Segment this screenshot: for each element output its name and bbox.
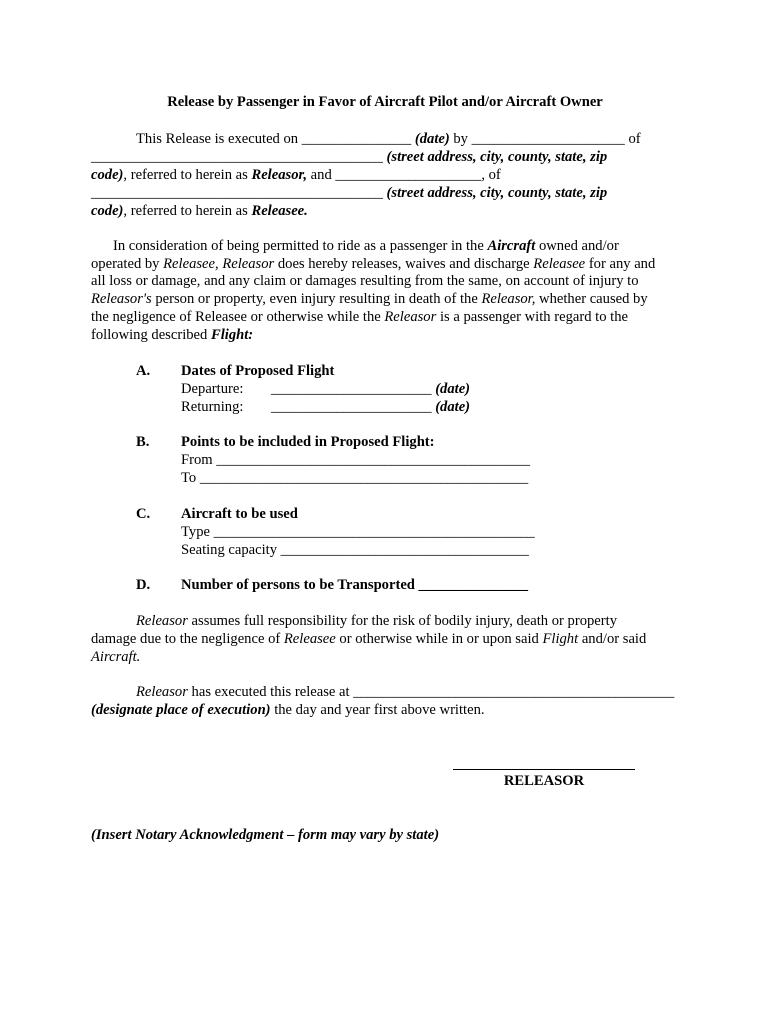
consideration-line-4 — [91, 291, 648, 308]
blank: ______________________ — [271, 381, 432, 397]
releasee-name-blank: and ____________________, of — [310, 167, 501, 183]
document-title: Release by Passenger in Favor of Aircraft Pilot and/or Aircraft Owner — [167, 94, 603, 110]
consideration-line-2 — [91, 256, 655, 273]
date-note: (date) — [435, 381, 471, 397]
text: the negligence of Releasee or otherwise while the — [91, 309, 381, 325]
intro-line-3 — [91, 167, 501, 184]
consideration-line-5 — [91, 309, 628, 326]
text: owned and/or — [538, 238, 619, 254]
section-a-heading: Dates of Proposed Flight — [181, 363, 335, 379]
consideration-line-1 — [113, 238, 619, 255]
intro-line-1 — [136, 131, 641, 148]
section-a-letter: A. — [136, 363, 151, 379]
text: operated by — [91, 256, 160, 272]
releasor-signature-label: RELEASOR — [503, 773, 585, 789]
place-note: (designate place of execution) — [91, 702, 271, 718]
text: and/or said — [581, 631, 647, 647]
releasor-term: Releasor — [222, 256, 275, 272]
releasor-term: Releasor — [136, 613, 188, 629]
consideration-line-6 — [91, 327, 253, 344]
text: for any and — [588, 256, 656, 272]
persons-transported-field[interactable]: Number of persons to be Transported _______________ — [181, 577, 529, 593]
returning-label: Returning: — [181, 399, 244, 415]
code-note: code) — [91, 167, 124, 183]
intro-line-2 — [91, 149, 607, 166]
date-note: (date) — [414, 131, 450, 147]
text: damage due to the negligence of — [91, 631, 281, 647]
releasor-term: Releasor, — [481, 291, 536, 307]
text: the day and year first above written. — [274, 702, 485, 718]
from-field[interactable]: From ___________________________________________ — [181, 452, 531, 468]
text: following described — [91, 327, 208, 343]
departure-date-field[interactable] — [271, 381, 470, 398]
releasor-term: Releasor, — [251, 167, 308, 183]
referred-text: , referred to herein as — [123, 203, 248, 219]
consideration-line-3: all loss or damage, and any claim or damages resulting from the same, on account of injury to — [91, 273, 639, 289]
code-note: code) — [91, 203, 124, 219]
section-c-heading: Aircraft to be used — [181, 506, 298, 522]
address-note: (street address, city, county, state, zip — [386, 149, 608, 165]
execution-line-1[interactable] — [136, 684, 674, 701]
signature-line[interactable] — [453, 769, 635, 770]
responsibility-line-3: Aircraft. — [91, 649, 141, 665]
seating-capacity-field[interactable]: Seating capacity __________________________________ — [181, 542, 529, 558]
aircraft-term: Aircraft — [487, 238, 536, 254]
section-b-heading: Points to be included in Proposed Flight: — [181, 434, 435, 450]
releasor-name-blank: by _____________________ of — [453, 131, 641, 147]
referred-text: , referred to herein as — [123, 167, 248, 183]
blank: ______________________ — [271, 399, 432, 415]
place-blank: has executed this release at ____________________________________________ — [191, 684, 675, 700]
execution-line-2 — [91, 702, 485, 719]
releasor-term: Releasor's — [91, 291, 152, 307]
notary-note: (Insert Notary Acknowledgment – form may vary by state) — [91, 827, 440, 843]
execution-date-blank: This Release is executed on _______________ — [136, 131, 412, 147]
aircraft-type-field[interactable]: Type ____________________________________________ — [181, 524, 535, 540]
text: is a passenger with regard to the — [439, 309, 628, 325]
text: , — [215, 256, 219, 272]
releasor-term: Releasor — [136, 684, 188, 700]
releasee-term: Releasee. — [251, 203, 308, 219]
section-d-letter: D. — [136, 577, 151, 593]
releasor-address-blank: ________________________________________ — [91, 149, 383, 165]
text: or otherwise while in or upon said — [339, 631, 539, 647]
text: assumes full responsibility for the risk of bodily injury, death or property — [191, 613, 617, 629]
releasee-term: Releasee — [283, 631, 336, 647]
intro-line-4 — [91, 185, 607, 202]
intro-line-5 — [91, 203, 308, 220]
text: In consideration of being permitted to ride as a passenger in the — [113, 238, 484, 254]
releasor-term: Releasor — [384, 309, 437, 325]
responsibility-line-1 — [136, 613, 617, 630]
responsibility-line-2 — [91, 631, 646, 648]
section-b-letter: B. — [136, 434, 150, 450]
text: does hereby releases, waives and discharge — [277, 256, 530, 272]
address-note: (street address, city, county, state, zip — [386, 185, 608, 201]
to-field[interactable]: To _____________________________________________ — [181, 470, 529, 486]
releasee-address-blank: ________________________________________ — [91, 185, 383, 201]
releasee-term: Releasee — [163, 256, 215, 272]
returning-date-field[interactable] — [271, 399, 470, 416]
departure-label: Departure: — [181, 381, 244, 397]
section-c-letter: C. — [136, 506, 151, 522]
text: person or property, even injury resulting in death of the — [155, 291, 478, 307]
flight-term: Flight — [542, 631, 579, 647]
date-note: (date) — [435, 399, 471, 415]
releasee-term: Releasee — [533, 256, 586, 272]
text: whether caused by — [539, 291, 648, 307]
flight-term: Flight: — [210, 327, 254, 343]
